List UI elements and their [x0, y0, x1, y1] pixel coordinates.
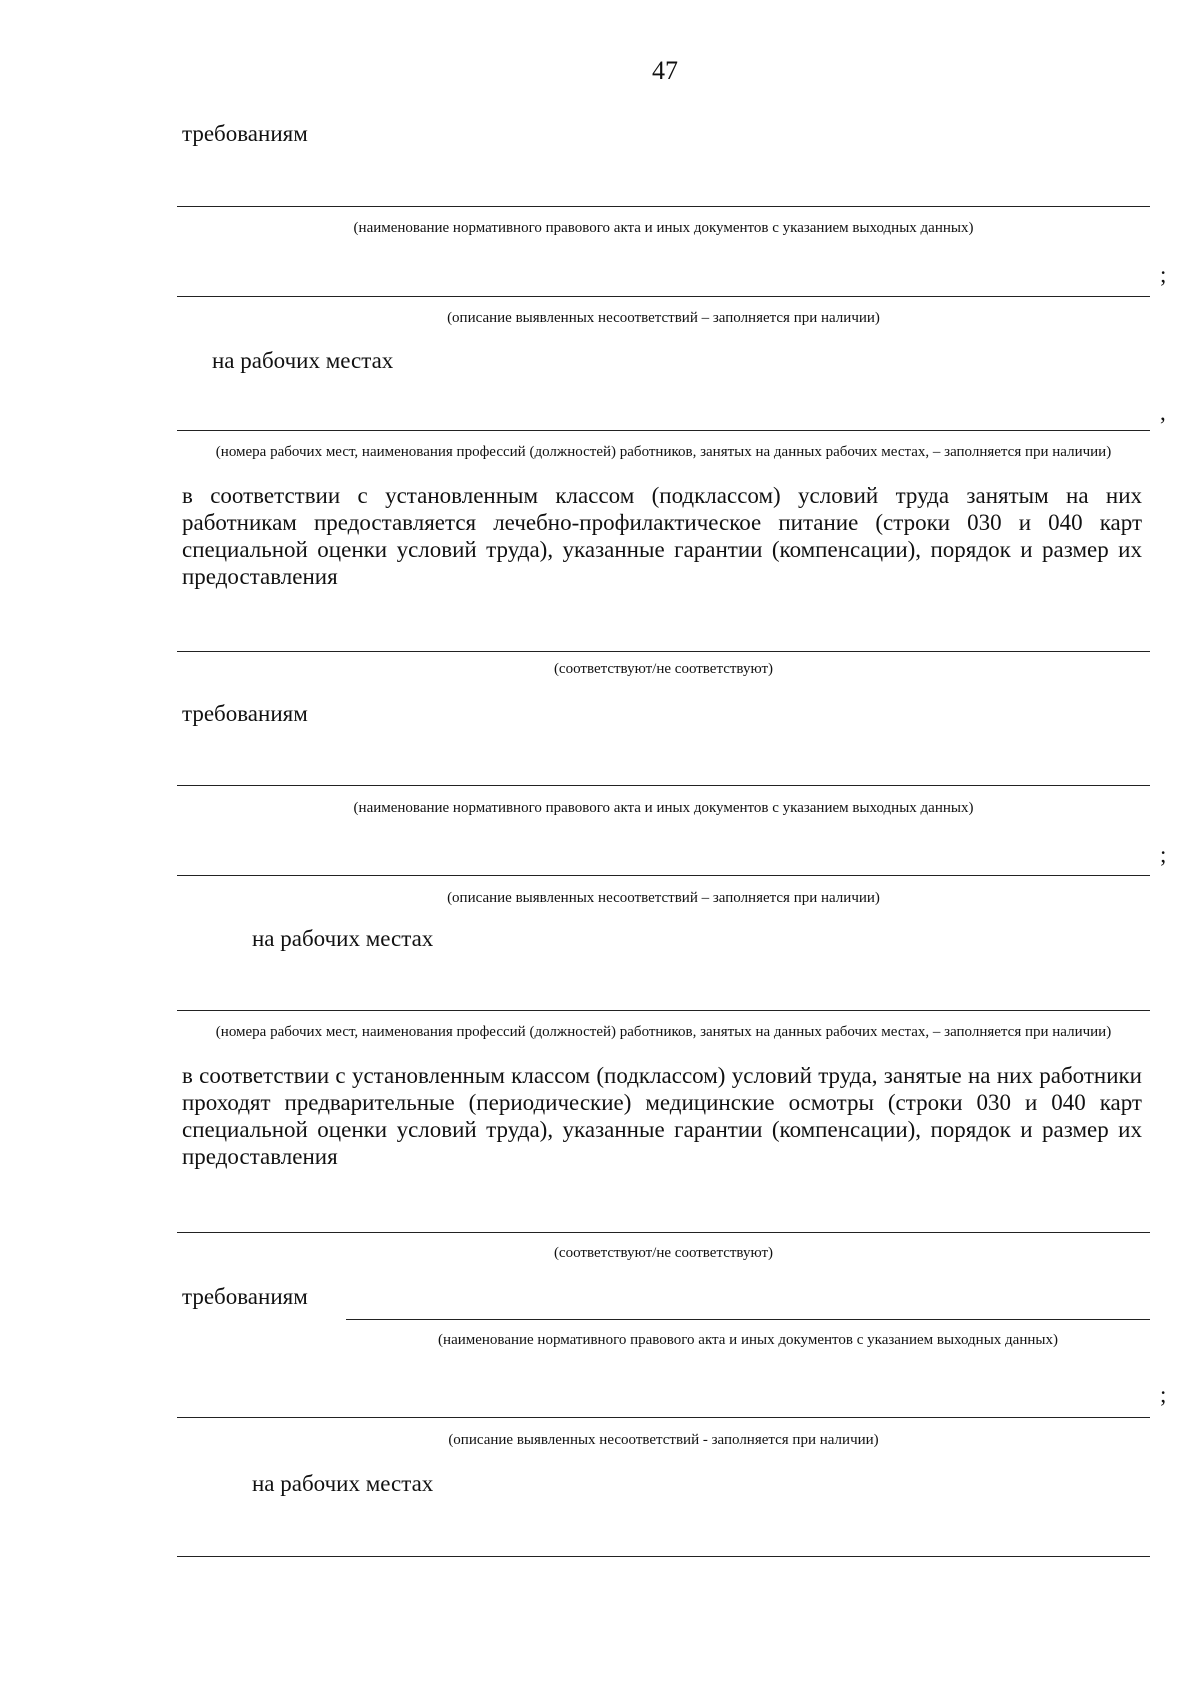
act-name-field[interactable] [177, 785, 1150, 786]
workplaces-field[interactable] [177, 1010, 1150, 1011]
act-name-caption: (наименование нормативного правового акта и иных документов с указанием выходных данных) [438, 1332, 1058, 1348]
workplaces-label: на рабочих местах [252, 1471, 434, 1496]
conformity-field[interactable] [177, 651, 1150, 652]
workplaces-label: на рабочих местах [212, 348, 394, 373]
requirements-label: требованиям [182, 701, 308, 726]
nonconformity-field[interactable] [177, 875, 1150, 876]
nonconformity-caption: (описание выявленных несоответствий – заполняется при наличии) [447, 310, 880, 326]
conformity-caption: (соответствуют/не соответствуют) [553, 1245, 774, 1261]
requirements-label: требованиям [182, 121, 308, 146]
nonconformity-field[interactable] [177, 1417, 1150, 1418]
act-name-field[interactable] [346, 1319, 1150, 1320]
nonconformity-caption: (описание выявленных несоответствий – заполняется при наличии) [447, 890, 880, 906]
semicolon: ; [1160, 842, 1167, 867]
conformity-caption: (соответствуют/не соответствуют) [553, 661, 774, 677]
conformity-field[interactable] [177, 1232, 1150, 1233]
act-name-caption: (наименование нормативного правового акта и иных документов с указанием выходных данных) [353, 800, 974, 816]
page-number: 47 [652, 56, 678, 85]
nonconformity-field[interactable] [177, 296, 1150, 297]
comma: , [1160, 400, 1166, 425]
workplaces-caption: (номера рабочих мест, наименования профессий (должностей) работников, занятых на данных рабочих местах, – заполняется при наличии) [215, 1024, 1112, 1040]
workplaces-field[interactable] [177, 1556, 1150, 1557]
semicolon: ; [1160, 262, 1167, 287]
medical-checkup-paragraph: в соответствии с установленным классом (подклассом) условий труда, занятые на них работники проходят предварительные (периодические) медицинские осмотры (строки 030 и 040 карт специальной оценки условий труда), указанные гарантии (компенсации), порядок и размер их предоставления [182, 1063, 1142, 1169]
workplaces-label: на рабочих местах [252, 926, 434, 951]
requirements-label: требованиям [182, 1284, 308, 1309]
act-name-caption: (наименование нормативного правового акта и иных документов с указанием выходных данных) [353, 220, 974, 236]
act-name-field[interactable] [177, 206, 1150, 207]
semicolon: ; [1160, 1382, 1167, 1407]
workplaces-field[interactable] [177, 430, 1150, 431]
nonconformity-caption: (описание выявленных несоответствий - заполняется при наличии) [448, 1432, 879, 1448]
nutrition-paragraph: в соответствии с установленным классом (подклассом) условий труда занятым на них работникам предоставляется лечебно-профилактическое питание (строки 030 и 040 карт специальной оценки условий труда), указанные гарантии (компенсации), порядок и размер их предоставления [182, 483, 1142, 589]
workplaces-caption: (номера рабочих мест, наименования профессий (должностей) работников, занятых на данных рабочих местах, – заполняется при наличии) [215, 444, 1112, 460]
